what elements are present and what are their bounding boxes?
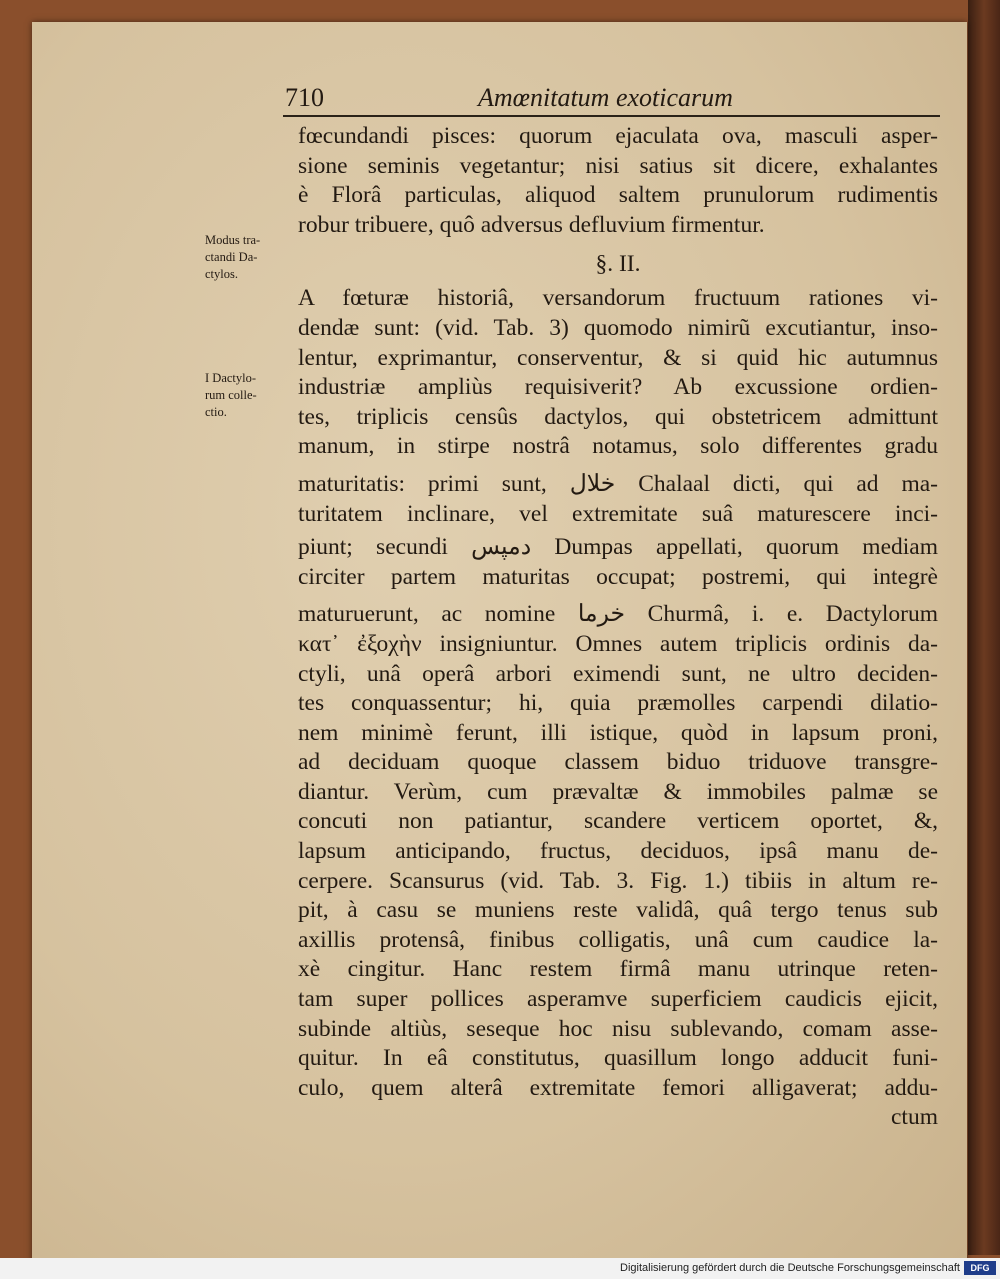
text-line: maturitatis: primi sunt, خلال Chalaal dicti, qui ad ma-: [298, 470, 938, 497]
footer-credit: Digitalisierung gefördert durch die Deutsche Forschungsgemeinschaft: [620, 1262, 960, 1274]
text-line: tes, triplicis censûs dactylos, qui obstetricem admittunt: [298, 403, 938, 430]
text-line: è Florâ particulas, aliquod saltem prunulorum rudimentis: [298, 182, 938, 209]
text-line: piunt; secundi دمپس Dumpas appellati, quorum mediam: [298, 534, 938, 561]
text-line: sione seminis vegetantur; nisi satius sit dicere, exhalantes: [298, 152, 938, 179]
text-line: pit, à casu se muniens reste validâ, quâ tergo tenus sub: [298, 897, 938, 924]
text-line: industriæ ampliùs requisiverit? Ab excussione ordien-: [298, 374, 938, 401]
text-line: lentur, exprimantur, conserventur, & si quid hic autumnus: [298, 344, 938, 371]
text-line: κατ᾽ ἐξοχὴν insigniuntur. Omnes autem triplicis ordinis da-: [298, 630, 938, 657]
text-line: robur tribuere, quô adversus defluvium firmentur.: [298, 211, 765, 238]
page-header: [283, 83, 940, 117]
text-line: dendæ sunt: (vid. Tab. 3) quomodo nimirũ excutiantur, inso-: [298, 314, 938, 341]
text-line: concuti non patiantur, scandere verticem oportet, &,: [298, 808, 938, 835]
text-line: turitatem inclinare, vel extremitate suâ maturescere inci-: [298, 500, 938, 527]
running-title: Amœnitatum exoticarum: [478, 83, 733, 112]
text-line: A fœturæ historiâ, versandorum fructuum rationes vi-: [298, 285, 938, 312]
margin-note-dactylorum: [205, 370, 257, 421]
catchword: ctum: [891, 1104, 938, 1131]
digitization-footer: [0, 1258, 1000, 1279]
text-line: cerpere. Scansurus (vid. Tab. 3. Fig. 1.) tibiis in altum re-: [298, 867, 938, 894]
margin-note-line: rum colle-: [205, 388, 257, 402]
margin-note-line: I Dactylo-: [205, 371, 257, 385]
dfg-logo: DFG: [964, 1261, 996, 1275]
book-binding: [968, 0, 1000, 1255]
text-line: quitur. In eâ constitutus, quasillum longo adducit funi-: [298, 1045, 938, 1072]
margin-note-line: Modus tra-: [205, 233, 261, 247]
text-line: xè cingitur. Hanc restem firmâ manu utrinque reten-: [298, 956, 938, 983]
margin-note-line: ctio.: [205, 405, 227, 419]
text-line: tes conquassentur; hi, quia præmolles carpendi dilatio-: [298, 690, 938, 717]
margin-note-line: ctandi Da-: [205, 250, 258, 264]
text-line: fœcundandi pisces: quorum ejaculata ova, masculi asper-: [298, 123, 938, 149]
text-line: subinde altiùs, seseque hoc nisu sublevando, comam asse-: [298, 1015, 938, 1042]
margin-note-modus: [205, 232, 260, 283]
text-line: nem minimè ferunt, illi istique, quòd in lapsum proni,: [298, 719, 938, 746]
text-line: circiter partem maturitas occupat; postremi, qui integrè: [298, 563, 938, 590]
body-text: [298, 122, 938, 1133]
text-line: ctyli, unâ operâ arbori eximendi sunt, ne ultro deciden-: [298, 660, 938, 687]
text-line: tam super pollices asperamve superficiem caudicis ejicit,: [298, 986, 938, 1013]
margin-note-line: ctylos.: [205, 267, 238, 281]
text-line: axillis protensâ, finibus colligatis, unâ cum caudice la-: [298, 926, 938, 953]
page-number: 710: [285, 83, 324, 112]
text-line: diantur. Verùm, cum prævaltæ & immobiles palmæ se: [298, 778, 938, 805]
text-line: manum, in stirpe nostrâ notamus, solo differentes gradu: [298, 433, 938, 460]
text-line: maturuerunt, ac nomine خرما Churmâ, i. e. Dactylorum: [298, 601, 938, 628]
section-heading: §. II.: [595, 251, 641, 278]
text-line: lapsum anticipando, fructus, deciduos, ipsâ manu de-: [298, 838, 938, 865]
text-line: culo, quem alterâ extremitate femori alligaverat; addu-: [298, 1074, 938, 1101]
text-line: ad deciduam quoque classem biduo triduove transgre-: [298, 749, 938, 776]
